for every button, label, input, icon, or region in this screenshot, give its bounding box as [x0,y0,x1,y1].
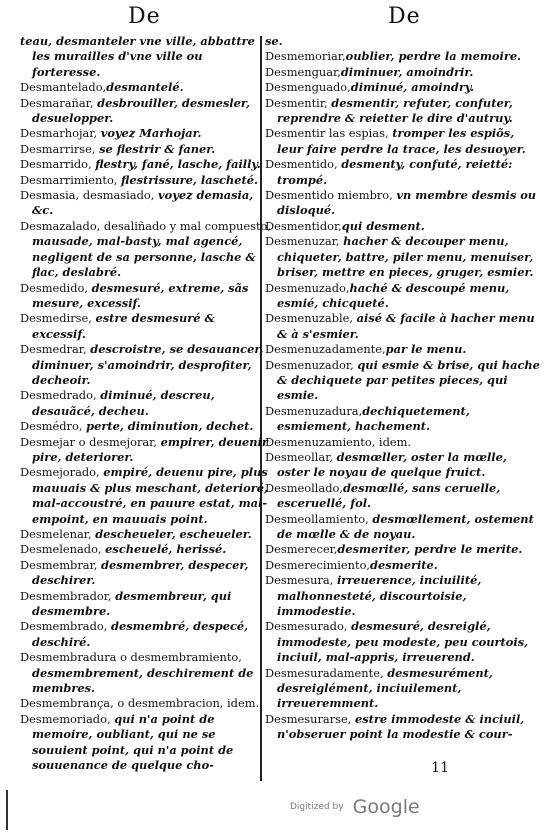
running-header-left: De [128,4,161,29]
digitized-by-text: Digitized by [290,802,344,812]
dict-entry: Desmeollar, desmœller, oster la mœlle, oster le noyau de quelque fruict. [265,449,507,480]
dict-entry: Desmarrirse, se flestrir & faner. [20,141,216,156]
dict-entry: Desmedrado, diminué, descreu, desauãcé, decheu. [20,388,215,418]
dict-entry: teau, desmanteler vne ville, abbattre les murailles d'vne ville ou forteresse. [20,34,255,79]
dict-entry: Desmembrança, o desmembracion, idem. [20,696,260,711]
dict-entry: Desmenuzado,haché & descoupé menu, esmié, chicqueté. [265,280,510,310]
dict-entry: Desmedrar, descroistre, se desauancer, diminuer, s'amoindrir, desprofiter, decheoir. [20,342,264,387]
left-column [20,34,272,774]
dict-entry: Desmenuzable, aisé & facile à hacher menu & à s'esmier. [265,311,535,341]
running-header-right: De [388,4,421,29]
page-number: 11 [431,760,449,776]
dict-entry: Desmenguado,diminué, amoindry. [265,80,475,95]
dict-entry: Desmenuzadura,dechiquetement, esmiement, hachement. [265,403,470,434]
dict-entry: Desmazalado, desaliñado y mal compuesto, mausade, mal-basty, mal agencé, negligent de sa personne, lasche & flac, deslabré. [20,218,272,280]
dict-entry: Desmejar o desmejorar, empirer, deuenir pire, deteriorer. [20,434,268,464]
dict-entry: se. [265,34,283,48]
dict-entry: Desmeollamiento, desmœllement, ostement de mœlle & de noyau. [265,511,534,541]
dict-entry: Desmasia, desmasiado, voyez demasia, &c. [20,188,254,218]
dict-entry: Desmesurarse, estre immodeste & inciuil, n'obseruer point la modestie & cour- [265,711,525,742]
dict-entry: Desmenuzamiento, idem. [265,434,412,449]
google-logo: Google [352,796,420,818]
dict-entry: Desmembradura o desmembramiento, desmembrement, deschirement de membres. [20,650,254,696]
dict-entry: Desmerecer,desmeriter, perdre le merite. [265,542,523,557]
dict-entry: Desmenuzar, hacher & decouper menu, chiqueter, battre, piler menu, menuiser, briser, mettre en pieces, gruger, esmier. [265,234,534,280]
dict-entry: Desmarrimiento, flestrissure, lascheté. [20,172,258,187]
dict-entry: Desmentir las espias, tromper les espiõs, leur faire perdre la trace, les desuoyer. [265,126,526,156]
dict-entry: Desmejorado, empiré, deuenu pire, plus mauuais & plus meschant, deterioré, mal-accoustré, en pauure estat, mal-empoint, en mauuais point. [20,465,268,526]
dict-entry: Desmenuzador, qui esmie & brise, qui hache & dechiquete par petites pieces, qui esmie. [265,357,540,403]
dict-entry: Desmembrado, desmembré, despecé, deschiré. [20,619,249,649]
dict-entry: Desmerecimiento,desmerite. [265,557,438,572]
dict-entry: Desmantelado,desmantelé. [20,80,184,95]
dict-entry: Desmesurado, desmesuré, desreiglé, immodeste, peu modeste, peu courtois, inciuil, mal-appris, irreuerend. [265,619,529,665]
binding-edge-mark [6,790,8,830]
dict-entry: Desmemoriado, qui n'a point de memoire, oubliant, qui ne se souuient point, qui n'a point de souuenance de quelque cho- [20,711,234,773]
dict-entry: Desmembrador, desmembreur, qui desmembre. [20,588,232,619]
dict-entry: Desmentido miembro, vn membre desmis ou disloqué. [265,188,537,218]
dict-entry: Desmarhojar, voyez Marhojar. [20,126,202,141]
dict-entry: Desmenuzadamente,par le menu. [265,342,467,357]
right-column [265,34,541,743]
dict-entry: Desmelenar, descheueler, escheueler. [20,527,252,541]
dict-entry: Desmédro, perte, diminution, dechet. [20,419,254,434]
dict-entry: Desmelenado, escheuelé, herissé. [20,542,227,557]
dict-entry: Desmedirse, estre desmesuré & excessif. [20,311,215,341]
dict-entry: Desmentidor,qui desment. [265,218,425,233]
dict-entry: Desmembrar, desmembrer, despecer, deschirer. [20,557,249,588]
dict-entry: Desmentido, desmenty, confuté, reietté: trompé. [265,157,513,187]
dict-entry: Desmesuradamente, desmesurément, desreiglément, inciuilement, irreueremment. [265,665,493,711]
dict-entry: Desmentir, desmentir, refuter, confuter, reprendre & reietter le dire d'autruy. [265,95,513,126]
dict-entry: Desmarrido, flestry, fané, lasche, failly. [20,157,261,172]
dict-entry: Desmeollado,desmœllé, sans ceruelle, esceruellé, fol. [265,480,501,511]
dict-entry: Desmesura, irreuerence, inciuilité, malhonnesteté, discourtoisie, immodestie. [265,573,482,619]
digitization-watermark [290,796,420,818]
dict-entry: Desmedido, desmesuré, extreme, sãs mesure, excessif. [20,280,249,310]
dict-entry: Desmenguar,diminuer, amoindrir. [265,64,474,79]
dict-entry: Desmemoriar,oublier, perdre la memoire. [265,49,522,64]
dict-entry: Desmarañar, desbrouiller, desmesler, desuelopper. [20,95,250,126]
